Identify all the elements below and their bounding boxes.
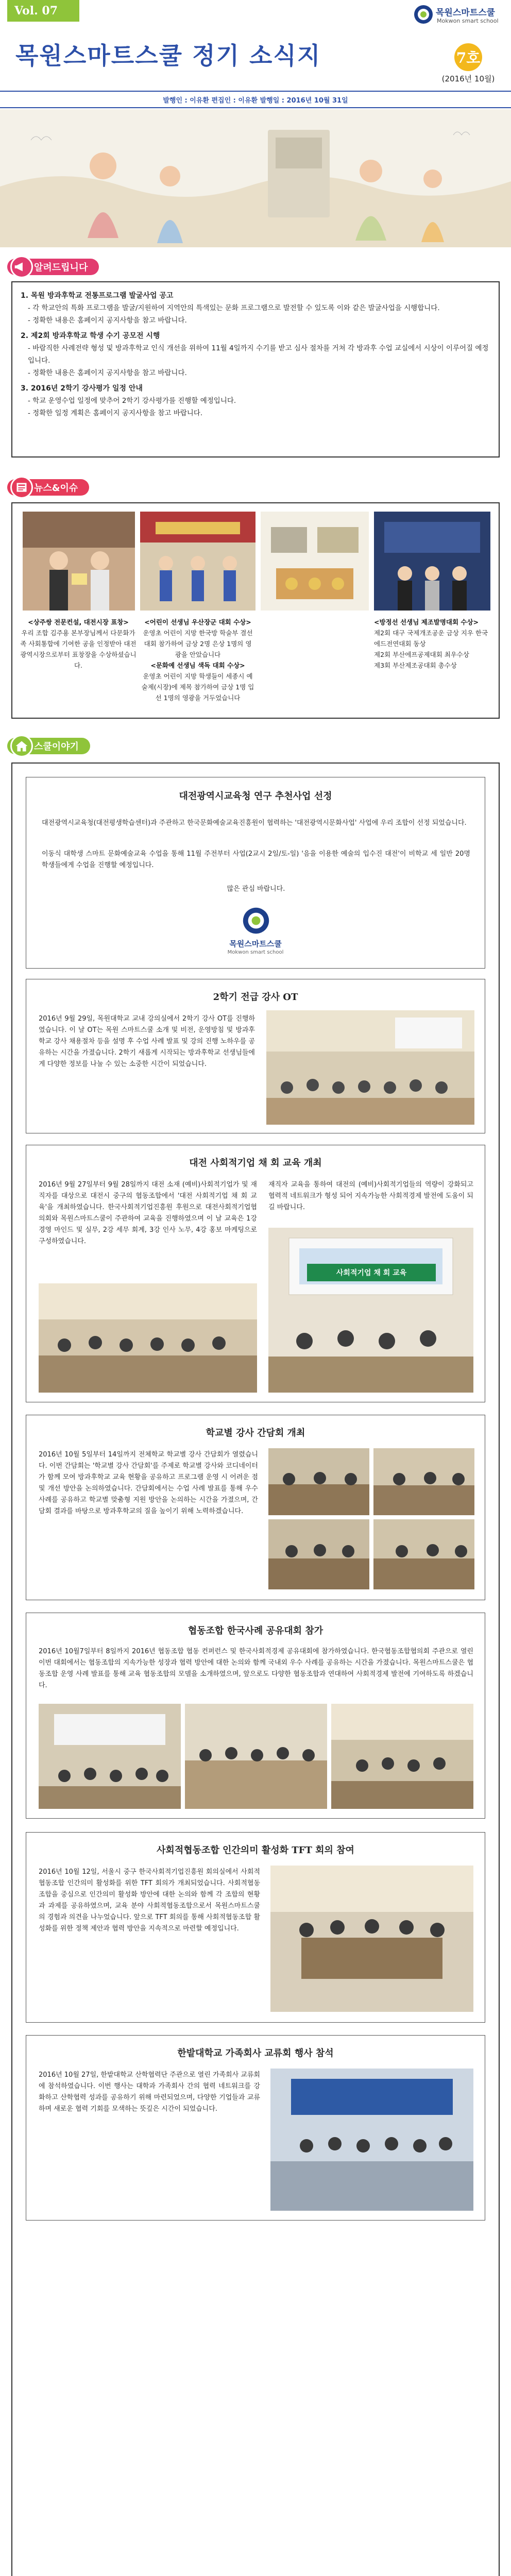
notice-item-line: - 학교 운영수업 일정에 맞추어 2학기 강사평가를 진행할 예정입니다. — [28, 397, 236, 405]
logo-icon — [413, 4, 434, 25]
story-title: 2학기 전급 강사 OT — [213, 992, 298, 1003]
issue-number: 7호 — [454, 43, 482, 71]
story-photo-meeting-1 — [268, 1448, 369, 1515]
section-notice-header — [7, 255, 162, 278]
notice-item-line: - 정확한 내용은 홈페이지 공지사항을 참고 바랍니다. — [28, 316, 187, 325]
story-paragraph: 2016년 9월 27일부터 9월 28일까지 대전 소재 (예비)사회적기업가 및 재직자를 대상으로 대전시 중구의 협동조합에서 '대전 사회적기업 채 회 교육'을 개최하였습니다. 한국사회적기업진흥원 후원으로 대전사회적기업협의회와 목원스마트스쿨이 주관하여 교육을 진행하였으며 이 날 교육은 1강 경영 마인드 및 실무, 2강 세무 회계, 3강 인사 노무, 4강 홍보 마케팅으로 구성하였습니다. — [39, 1181, 257, 1245]
story-card-tft-meeting — [26, 1832, 485, 2023]
story-paragraph: 이동식 대학생 스마트 문화예술교육 수업을 통해 11월 주전부터 사업(2교시 2일/토-일) '음을 이용한 예술의 입수진 대전'이 비학교 세 일반 20명 학생들에게 수업을 진행할 예정입니다. — [42, 850, 470, 869]
story-title: 협동조합 한국사례 공유대회 참가 — [188, 1625, 323, 1636]
story-photo-meeting-4 — [373, 1519, 474, 1589]
story-photo-sign: 사회적기업 채 회 교육 — [307, 1264, 436, 1281]
story-paragraph: 많은 관심 바랍니다. — [227, 885, 285, 893]
newsletter-title: 목원스마트스쿨 정기 소식지 — [15, 42, 321, 70]
notice-item-title: 1. 목원 방과후학교 전통프로그램 발굴사업 공고 — [21, 292, 174, 300]
notice-item-line: - 정확한 내용은 홈페이지 공지사항을 참고 바랍니다. — [28, 369, 187, 377]
story-title: 한밭대학교 가족회사 교류회 행사 참석 — [177, 2048, 334, 2059]
story-photo-conference-2 — [185, 1704, 327, 1809]
volume-badge: Vol. 07 — [7, 0, 79, 22]
notice-item-line: - 정확한 일정 계획은 홈페이지 공지사항을 참고 바랍니다. — [28, 409, 203, 417]
news-caption — [141, 617, 254, 703]
story-paragraph: 2016년 10월 27일, 한밭대학교 산학협력단 주관으로 열린 가족회사 교류회에 참석하였습니다. 이번 행사는 대학과 가족회사 간의 협력 네트워크를 강화하고 산학협력 성과를 공유하기 위해 마련되었으며, 다양한 기업들과 교류하며 새로운 협력 기회를 모색하는 뜻깊은 시간이 되었습니다. — [39, 2071, 260, 2113]
story-photo-conference-3 — [331, 1704, 473, 1809]
story-paragraph: 2016년 10월 5일부터 14일까지 전체학교 학교별 강사 간담회가 열렸습니다. 이번 간담회는 '학교별 강사 간담회'를 주제로 학교별 강사와 코디네이터가 함께 모여 방과후학교 교육 현황을 공유하고 프로그램 운영 시 어려운 점 및 개선 방안을 논의하였습니다. 간담회에서는 수업 사례 발표를 통해 우수 사례를 공유하고 학교별 맞춤형 지원 방안을 논의하는 시간을 가졌으며, 간담회 결과를 바탕으로 방과후학교의 질을 높이기 위해 노력하겠습니다. — [39, 1451, 258, 1515]
story-photo-family-company — [270, 2069, 473, 2211]
story-photo-lecture — [39, 1283, 257, 1393]
story-photo-tft — [270, 1866, 473, 2012]
story-card-social-enterprise — [26, 1145, 485, 1402]
story-paragraph: 2016년 10월7일부터 8일까지 2016년 협동조합 협동 컨퍼런스 및 한국사회적경제 공유대회에 참가하였습니다. 한국협동조합협의회 주관으로 열린 이번 대회에서는 협동조합의 지속가능한 성장과 협력 방안에 대한 논의와 함께 국내외 우수 사례를 공유하는 시간을 가졌습니다. 목원스마트스쿨은 협동조합 운영 사례 발표를 통해 교육 협동조합의 모델을 소개하였으며, 앞으로도 다양한 협동조합과 연대하여 사회적경제 발전에 기여하도록 하겠습니다. — [39, 1648, 473, 1689]
issue-info — [430, 43, 507, 84]
news-caption-text: 운영초 어린이 지망 한국방 학술부 결선대회 참가하여 금상 2명 은상 1명의 영광을 안았습니다 — [143, 629, 253, 658]
news-photo-invention-award — [374, 512, 490, 611]
story-title: 대전광역시교육청 연구 추천사업 선정 — [179, 791, 332, 802]
news-caption-text: 운영초 어린이 지망 학생들이 세종시 예술제(시장)에 제목 참가하여 금상 1명 입선 1명의 영광을 거두었습니다 — [141, 672, 254, 702]
news-caption — [20, 617, 137, 671]
story-title: 사회적협동조합 인간의미 활성화 TFT 회의 참여 — [157, 1845, 354, 1856]
story-photo-meeting-3 — [268, 1519, 369, 1589]
story-card-teacher-meeting — [26, 1415, 485, 1600]
school-icon — [10, 735, 33, 757]
notice-item-line: - 바람직한 사례전략 형성 및 방과후학교 인식 개선을 위하여 11월 4일까지 수기를 받고 심사 절차를 거쳐 각 방과후 수업 교실에서 시상이 이루어질 예정입니다. — [28, 344, 489, 365]
story-paragraph: 2016년 10월 12일, 서울시 중구 한국사회적기업진흥원 회의실에서 사회적협동조합 인간의미 활성화를 위한 TFT 회의가 개최되었습니다. 사회적협동조합을 중심으로 인간의미 활성화 방안에 대한 논의와 함께 각 조합의 현황과 과제를 공유하였으며, 교육 분야 사회적협동조합으로서 목원스마트스쿨의 경험과 의견을 나누었습니다. 앞으로 TFT 회의를 통해 사회적협동조합 활성화를 위한 정책 제안과 협력 방안을 지속적으로 마련할 예정입니다. — [39, 1868, 260, 1933]
logo-name: 목원스마트스쿨 — [436, 8, 495, 18]
news-caption-title: <방정선 선생님 제조발명대회 수상> — [374, 618, 479, 626]
story-logo-subtitle: Mokwon smart school — [227, 950, 284, 955]
story-photo-conference-1 — [39, 1704, 181, 1809]
news-caption-text: 제3회 부산제조공대회 총수상 — [374, 662, 457, 669]
news-photo-trophies — [261, 512, 369, 611]
news-caption-text: 제2회 대구 국제개조공운 금상 지우 한국에드전연대회 동상 — [374, 629, 488, 648]
news-caption-title: <상주쌍 전문컨설, 대전시장 표창> — [28, 618, 129, 626]
news-caption-title: <어린이 선생님 우산장군 대회 수상> — [144, 618, 251, 626]
section-story-header — [7, 734, 162, 757]
news-caption-text: 제2회 부산에프공제대회 최우수상 — [374, 651, 469, 658]
story-card-program-selection — [26, 777, 485, 969]
story-paragraph: 2016년 9월 29일, 목원대학교 교내 강의실에서 2학기 강사 OT를 진행하였습니다. 이 날 OT는 목원 스마트스쿨 소개 및 비전, 운영방침 및 방과후학교 강사 채용절차 등을 설명 후 수업 사례 발표 및 강의 진행 노하우를 공유하는 시간을 가졌습니다. 2학기 새롭게 시작되는 방과후학교 선생님들에게 다양한 정보를 나눌 수 있는 소중한 시간이 되었습니다. — [39, 1015, 255, 1068]
news-photo-students-award — [140, 512, 256, 611]
publisher-bar: 발행인 : 이유환 편집인 : 이유환 발행일 : 2016년 10월 31일 — [0, 91, 511, 108]
issue-date: (2016년 10월) — [441, 74, 495, 83]
brand-logo[interactable] — [413, 2, 501, 28]
story-paragraph: 대전광역시교육청(대전평생학습센터)과 주관하고 한국문화예술교육진흥원이 협력하는 '대전광역시문화사업' 사업에 우리 조합이 선정 되었습니다. — [42, 819, 467, 827]
news-photo-award — [23, 512, 135, 611]
story-photo-meeting-2 — [373, 1448, 474, 1515]
story-title: 학교별 강사 간담회 개최 — [206, 1428, 305, 1438]
section-news-header — [7, 475, 162, 499]
newspaper-icon — [10, 476, 33, 499]
notice-item-title: 3. 2016년 2학기 강사평가 일정 안내 — [21, 384, 143, 393]
story-card-teacher-ot — [26, 979, 485, 1133]
news-caption — [374, 617, 490, 671]
story-card-cooperative-conference — [26, 1613, 485, 1819]
story-logo-name: 목원스마트스쿨 — [229, 939, 282, 948]
news-caption-text: 우리 조합 김주용 본부장님께서 다문화가족 사회통합에 기여한 공을 인정받아 대전광역시장으로부터 표창장을 수상하셨습니다. — [20, 629, 137, 669]
notice-item-line: - 각 학교안의 특화 프로그램을 발굴/지원하여 지역안의 특색있는 문화 프로그램으로 발전할 수 있도록 이와 같은 발굴사업을 시행합니다. — [28, 304, 440, 312]
section-news-label: 뉴스&이슈 — [7, 479, 89, 496]
header-illustration — [0, 109, 511, 247]
section-story-label: 스쿨이야기 — [7, 738, 90, 754]
notice-item-title: 2. 제2회 방과후학교 학생 수기 공모전 시행 — [21, 332, 160, 340]
section-notice-label: 알려드립니다 — [7, 259, 99, 275]
story-title: 대전 사회적기업 채 회 교육 개최 — [189, 1158, 322, 1168]
story-paragraph: 재직자 교육을 통하여 대전의 (예비)사회적기업들의 역량이 강화되고 협력적 네트워크가 형성 되어 지속가능한 사회적경제 발전에 도움이 되길 바랍니다. — [268, 1181, 473, 1211]
logo-subtitle: Mokwon smart school — [437, 18, 499, 24]
story-card-family-company — [26, 2035, 485, 2221]
megaphone-icon — [10, 256, 33, 278]
story-photo-seminar — [268, 1228, 473, 1393]
story-photo-ot — [266, 1010, 474, 1125]
news-box — [11, 502, 500, 719]
notice-box — [11, 281, 500, 457]
news-caption-title: <문화예 선생님 색독 대회 수상> — [150, 662, 245, 669]
logo-icon — [242, 906, 270, 935]
